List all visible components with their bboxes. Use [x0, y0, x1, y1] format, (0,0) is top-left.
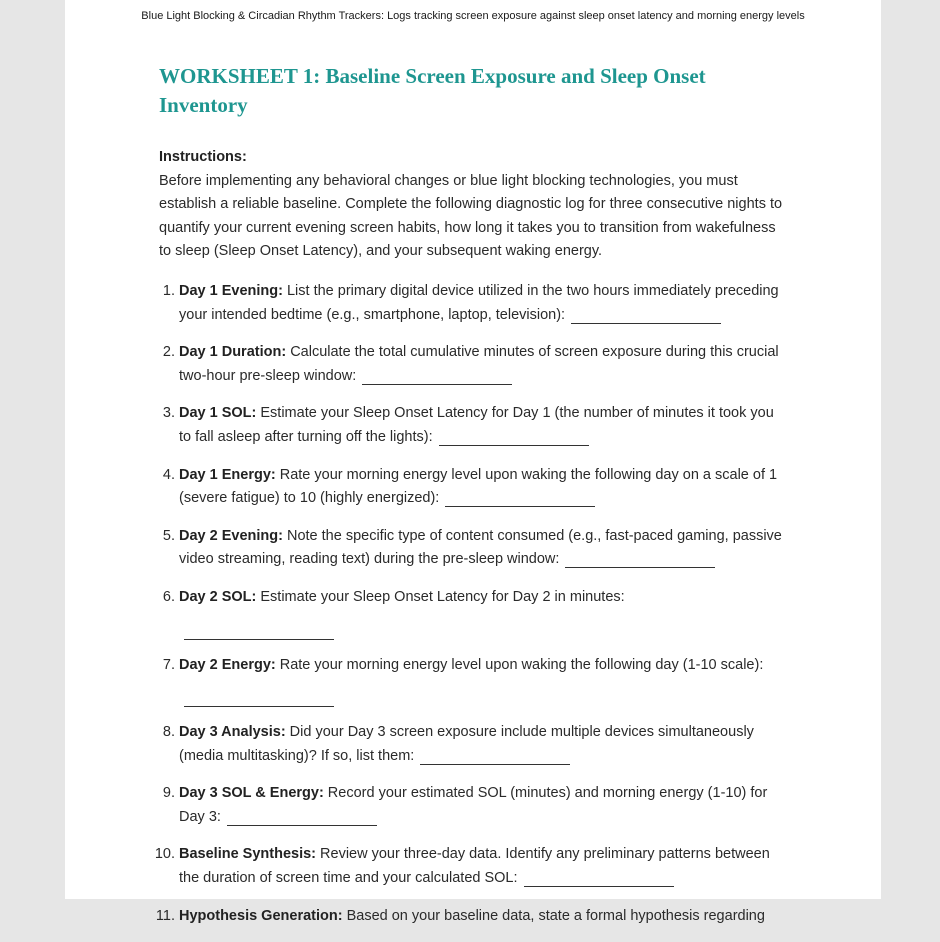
list-item [159, 782, 789, 829]
item-lead: Day 3 SOL & Energy: [179, 785, 324, 802]
instructions-label: Instructions: [159, 149, 247, 165]
item-number: 11. [155, 907, 175, 924]
item-text: Rate your morning energy level upon waking the following day on a scale of 1 (severe fatigue) to 10 (highly energized): [179, 466, 778, 507]
item-text: Rate your morning energy level upon waking the following day (1-10 scale): [275, 656, 764, 673]
item-number: 6. [162, 588, 175, 605]
answer-blank[interactable] [565, 550, 715, 568]
list-item [159, 464, 789, 511]
list-item [159, 654, 789, 708]
list-item [159, 525, 789, 572]
answer-blank[interactable] [439, 428, 589, 446]
item-lead: Hypothesis Generation: [179, 907, 343, 924]
item-lead: Day 3 Analysis: [179, 724, 286, 741]
answer-blank[interactable] [524, 869, 674, 887]
item-lead: Baseline Synthesis: [179, 846, 316, 863]
list-item [159, 586, 789, 640]
answer-blank[interactable] [445, 489, 595, 507]
answer-blank[interactable] [362, 367, 512, 385]
list-item [154, 843, 789, 890]
worksheet-content [154, 62, 789, 942]
item-lead: Day 1 Energy: [179, 466, 276, 483]
list-item [159, 341, 789, 388]
item-lead: Day 2 Evening: [179, 527, 283, 544]
list-item [159, 721, 789, 768]
item-number: 10. [154, 846, 175, 863]
answer-blank[interactable] [227, 808, 377, 826]
item-number: 9. [162, 785, 175, 802]
item-text: Note the specific type of content consumed (e.g., fast-paced gaming, passive video streaming, reading text) during the pre-sleep window: [179, 527, 782, 568]
answer-blank[interactable] [184, 687, 334, 707]
item-text: List the primary digital device utilized in the two hours immediately preceding your intended bedtime (e.g., smartphone, laptop, television): [179, 282, 779, 323]
running-header: Blue Light Blocking & Circadian Rhythm Trackers: Logs tracking screen exposure against sleep onset latency and morning energy levels [141, 10, 805, 22]
item-lead: Day 1 Duration: [179, 344, 287, 361]
item-number: 7. [162, 656, 175, 673]
answer-blank[interactable] [184, 620, 334, 640]
worksheet-title: WORKSHEET 1: Baseline Screen Exposure and Sleep Onset Inventory [159, 64, 706, 117]
item-text: Calculate the total cumulative minutes of screen exposure during this crucial two-hour pre-sleep window: [179, 344, 779, 384]
item-text: Record your estimated SOL (minutes) and morning energy (1-10) for Day 3: [179, 785, 768, 825]
question-list [154, 280, 789, 928]
list-item [155, 905, 789, 929]
list-item [159, 280, 789, 327]
item-number: 3. [162, 405, 175, 422]
item-number: 2. [162, 344, 175, 361]
item-lead: Day 2 SOL: [179, 588, 257, 605]
instructions-text: Before implementing any behavioral changes or blue light blocking technologies, you must establish a reliable baseline. Complete the following diagnostic log for three consecutive nights to quantify your current evening screen habits, how long it takes you to transition from wakefulness to sleep (Sleep Onset Latency), and your subsequent waking energy. [159, 172, 783, 260]
worksheet-page [65, 0, 881, 924]
item-number: 8. [162, 724, 175, 741]
answer-blank[interactable] [571, 306, 721, 324]
item-lead: Day 1 SOL: [179, 405, 257, 422]
item-number: 1. [162, 282, 175, 299]
answer-blank[interactable] [420, 747, 570, 765]
item-text: Estimate your Sleep Onset Latency for Day 1 (the number of minutes it took you to fall asleep after turning off the lights): [179, 405, 774, 445]
item-text: Based on your baseline data, state a formal hypothesis regarding [342, 907, 765, 924]
item-number: 4. [162, 466, 175, 483]
list-item [159, 402, 789, 449]
item-number: 5. [162, 527, 175, 544]
item-text: Did your Day 3 screen exposure include multiple devices simultaneously (media multitasking)? If so, list them: [179, 724, 754, 764]
item-lead: Day 1 Evening: [179, 282, 283, 299]
item-lead: Day 2 Energy: [179, 656, 276, 673]
item-text: Review your three-day data. Identify any preliminary patterns between the duration of screen time and your calculated SOL: [179, 846, 770, 887]
item-text: Estimate your Sleep Onset Latency for Day 2 in minutes: [256, 588, 625, 605]
